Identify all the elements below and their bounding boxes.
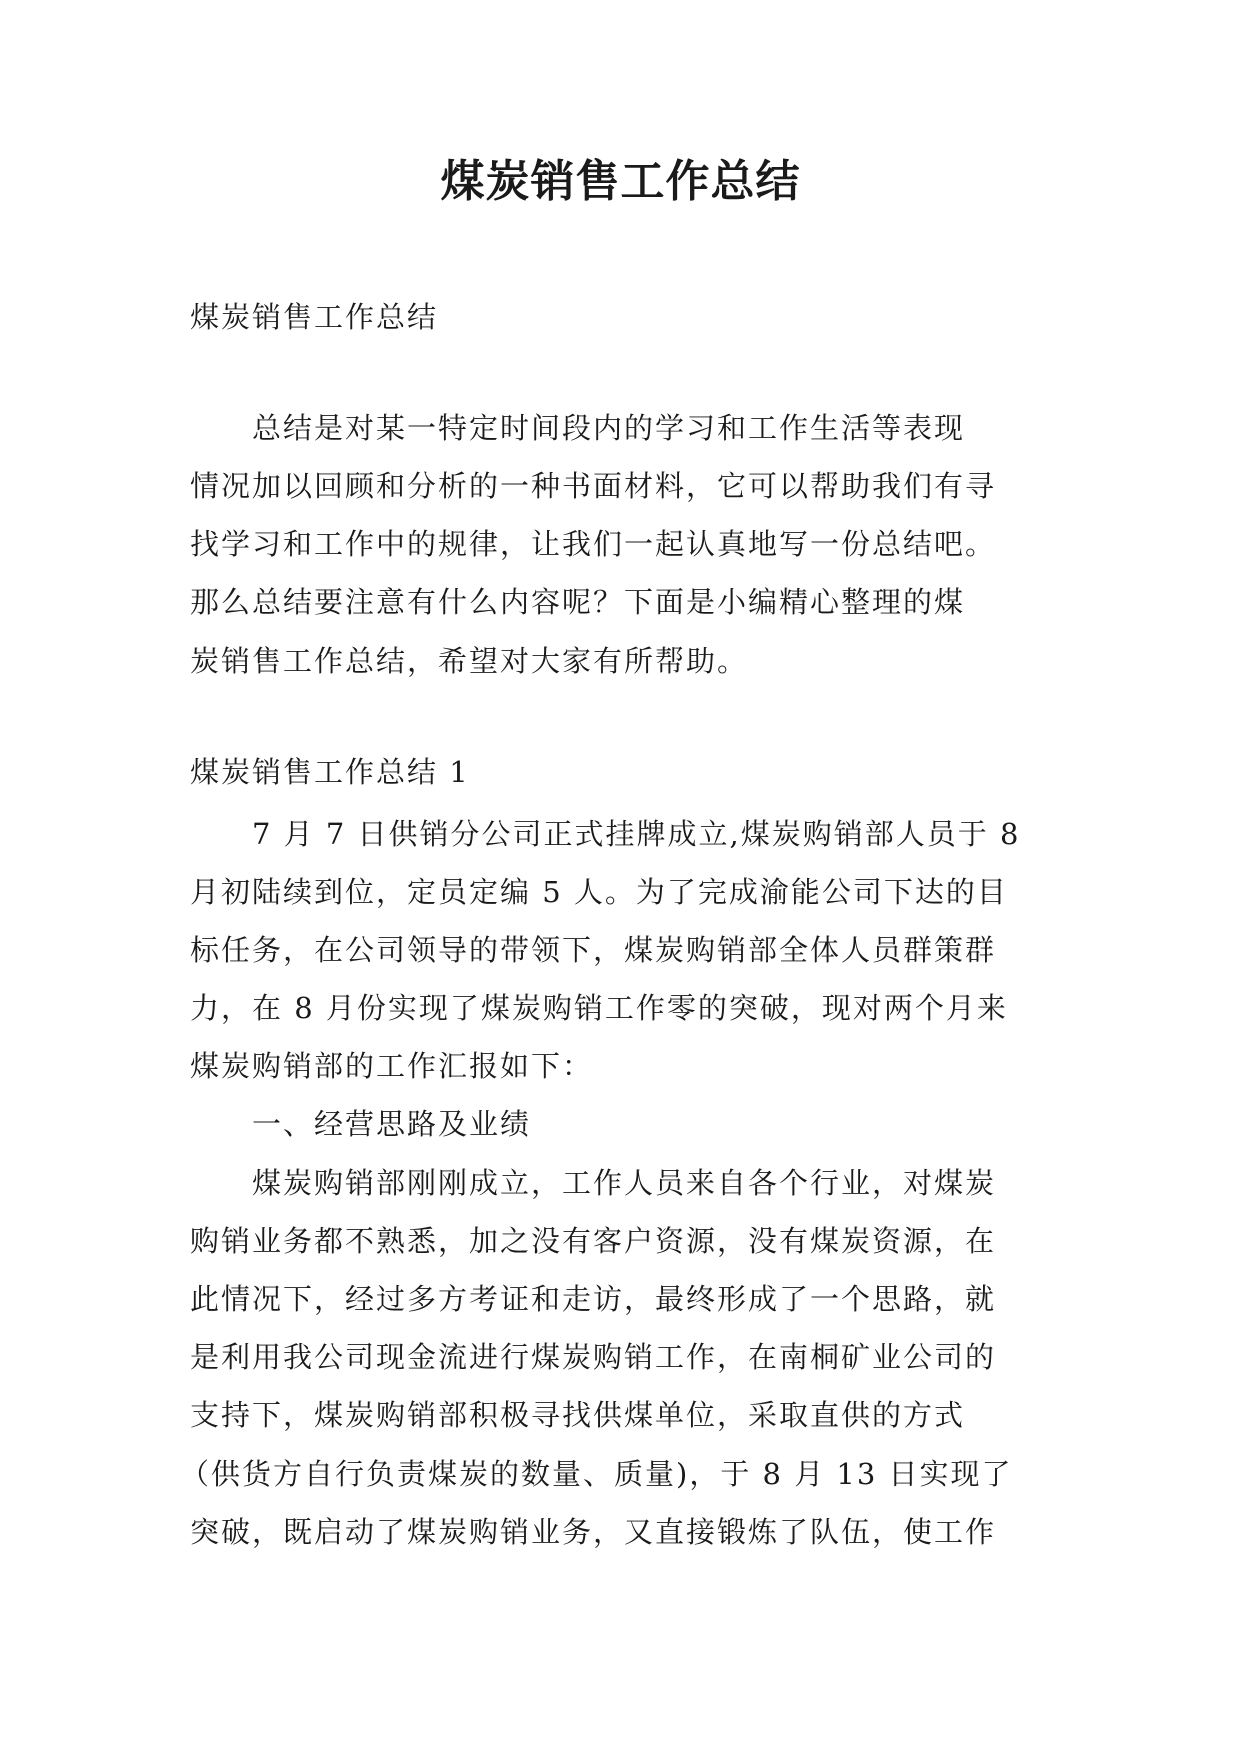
intro-line: 炭销售工作总结，希望对大家有所帮助。 [190, 644, 749, 678]
body-line: 购销业务都不熟悉，加之没有客户资源，没有煤炭资源，在 [190, 1224, 997, 1258]
intro-line: 总结是对某一特定时间段内的学习和工作生活等表现 [252, 411, 966, 445]
body-line: 标任务，在公司领导的带领下，煤炭购销部全体人员群策群 [190, 933, 997, 967]
body-line: 7 月 7 日供销分公司正式挂牌成立,煤炭购销部人员于 8 [252, 817, 1021, 851]
body-line: 是利用我公司现金流进行煤炭购销工作，在南桐矿业公司的 [190, 1340, 997, 1374]
intro-line: 找学习和工作中的规律，让我们一起认真地写一份总结吧。 [190, 527, 997, 561]
document-subtitle: 煤炭销售工作总结 [190, 300, 439, 334]
intro-line: 情况加以回顾和分析的一种书面材料，它可以帮助我们有寻 [190, 469, 997, 503]
body-line: 煤炭购销部刚刚成立，工作人员来自各个行业，对煤炭 [252, 1166, 997, 1200]
body-line: 煤炭购销部的工作汇报如下： [190, 1049, 594, 1083]
document-title: 煤炭销售工作总结 [440, 156, 801, 207]
body-line: 支持下，煤炭购销部积极寻找供煤单位，采取直供的方式 [190, 1398, 966, 1432]
body-line: （供货方自行负责煤炭的数量、质量)，于 8 月 13 日实现了 [180, 1457, 1013, 1491]
body-line: 力，在 8 月份实现了煤炭购销工作零的突破，现对两个月来 [190, 991, 1008, 1025]
body-line: 此情况下，经过多方考证和走访，最终形成了一个思路，就 [190, 1282, 997, 1316]
subheading: 一、经营思路及业绩 [252, 1107, 532, 1141]
body-line: 月初陆续到位，定员定编 5 人。为了完成渝能公司下达的目 [190, 875, 1008, 909]
section-heading: 煤炭销售工作总结 1 [190, 755, 470, 789]
body-line: 突破，既启动了煤炭购销业务，又直接锻炼了队伍，使工作 [190, 1515, 997, 1549]
intro-line: 那么总结要注意有什么内容呢？下面是小编精心整理的煤 [190, 585, 966, 619]
